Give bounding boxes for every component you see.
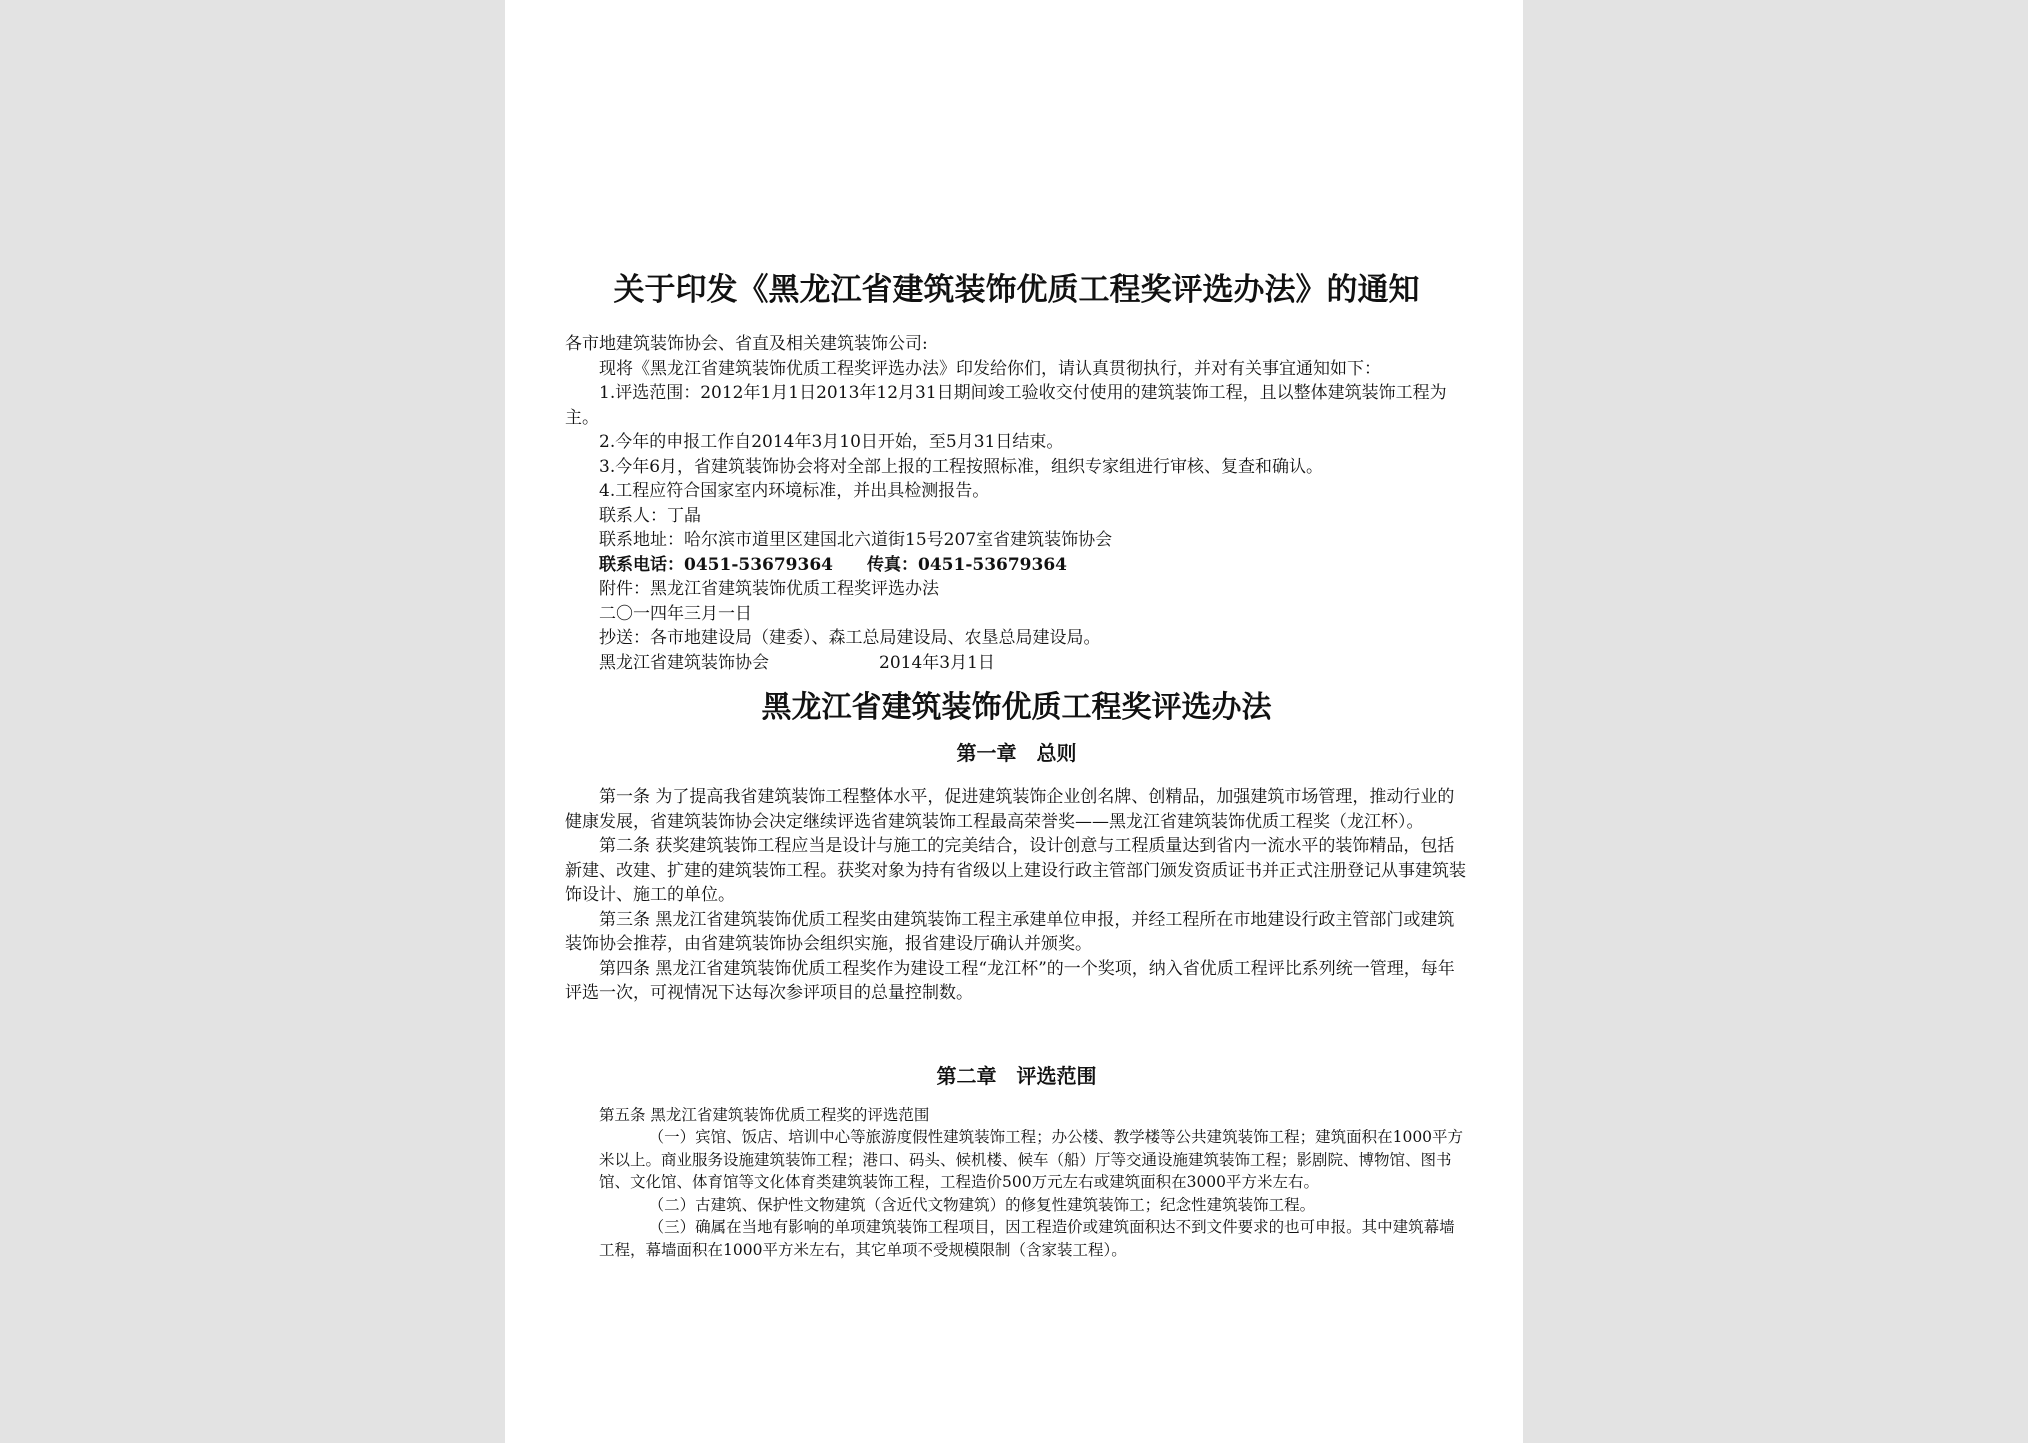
cc-line: 抄送：各市地建设局（建委）、森工总局建设局、农垦总局建设局。 xyxy=(599,628,1101,648)
article-2: 第二条 获奖建筑装饰工程应当是设计与施工的完美结合，设计创意与工程质量达到省内一流水平的装饰精品，包括新建、改建、扩建的建筑装饰工程。获奖对象为持有省级以上建设行政主管部门颁发资质证书并正式注册登记从事建筑装饰设计、施工的单位。 xyxy=(565,836,1466,905)
article-5: 第五条 黑龙江省建筑装饰优质工程奖的评选范围 xyxy=(599,1105,930,1124)
addressee: 各市地建筑装饰协会、省直及相关建筑装饰公司: xyxy=(565,334,928,354)
contact-address: 联系地址：哈尔滨市道里区建国北六道街15号207室省建筑装饰协会 xyxy=(599,530,1113,550)
notice-item-3: 3.今年6月，省建筑装饰协会将对全部上报的工程按照标准，组织专家组进行审核、复查和确认。 xyxy=(599,456,1324,477)
attachment-line: 附件：黑龙江省建筑装饰优质工程奖评选办法 xyxy=(599,579,939,599)
notice-title: 关于印发《黑龙江省建筑装饰优质工程奖评选办法》的通知 xyxy=(613,272,1420,308)
chapter-2-articles xyxy=(565,1104,1468,1262)
notice-body xyxy=(565,332,1468,675)
signature-line xyxy=(565,651,1468,676)
chapter-2-heading: 第二章 评选范围 xyxy=(936,1063,1097,1088)
sign-date: 2014年3月1日 xyxy=(879,652,995,673)
chapter-1-articles xyxy=(565,785,1468,1006)
article-5-item-2: （二）古建筑、保护性文物建筑（含近代文物建筑）的修复性建筑装饰工；纪念性建筑装饰工程。 xyxy=(648,1195,1316,1214)
intro-paragraph: 现将《黑龙江省建筑装饰优质工程奖评选办法》印发给你们，请认真贯彻执行，并对有关事宜通知如下： xyxy=(599,358,1381,379)
chapter-1-heading: 第一章 总则 xyxy=(956,741,1077,765)
article-3: 第三条 黑龙江省建筑装饰优质工程奖由建筑装饰工程主承建单位申报，并经工程所在市地建设行政主管部门或建筑装饰协会推荐，由省建筑装饰协会组织实施，报省建设厅确认并颁奖。 xyxy=(565,909,1455,954)
article-5-item-3: （三）确属在当地有影响的单项建筑装饰工程项目，因工程造价或建筑面积达不到文件要求的也可申报。其中建筑幕墙工程，幕墙面积在1000平方米左右，其它单项不受规模限制（含家装工程）。 xyxy=(599,1218,1455,1259)
document-content xyxy=(565,268,1468,1261)
notice-item-4: 4.工程应符合国家室内环境标准，并出具检测报告。 xyxy=(599,481,990,501)
article-5-item-1: （一）宾馆、饭店、培训中心等旅游度假性建筑装饰工程；办公楼、教学楼等公共建筑装饰工程；建筑面积在1000平方米以上。商业服务设施建筑装饰工程；港口、码头、候机楼、候车（船）厅等交通设施建筑装饰工程；影剧院、博物馆、图书馆、文化馆、体育馆等文化体育类建筑装饰工程，工程造价500万元左右或建筑面积在3000平方米左右。 xyxy=(599,1128,1464,1191)
contact-person: 联系人：丁晶 xyxy=(599,505,701,526)
notice-item-2: 2.今年的申报工作自2014年3月10日开始，至5月31日结束。 xyxy=(599,432,1064,452)
notice-item-1: 1.评选范围：2012年1月1日2013年12月31日期间竣工验收交付使用的建筑装饰工程，且以整体建筑装饰工程为主。 xyxy=(565,383,1447,428)
rules-title: 黑龙江省建筑装饰优质工程奖评选办法 xyxy=(761,690,1272,725)
signer: 黑龙江省建筑装饰协会 xyxy=(599,652,769,673)
contact-phone: 联系电话：0451-53679364 传真：0451-53679364 xyxy=(599,554,1067,575)
article-1: 第一条 为了提高我省建筑装饰工程整体水平，促进建筑装饰企业创名牌、创精品，加强建筑市场管理，推动行业的健康发展，省建筑装饰协会决定继续评选省建筑装饰工程最高荣誉奖——黑龙江省建筑装饰优质工程奖（龙江杯）。 xyxy=(565,787,1455,832)
document-page xyxy=(505,0,1523,1443)
chinese-date: 二〇一四年三月一日 xyxy=(599,603,752,624)
article-4: 第四条 黑龙江省建筑装饰优质工程奖作为建设工程“龙江杯”的一个奖项，纳入省优质工程评比系列统一管理，每年评选一次，可视情况下达每次参评项目的总量控制数。 xyxy=(565,958,1455,1003)
